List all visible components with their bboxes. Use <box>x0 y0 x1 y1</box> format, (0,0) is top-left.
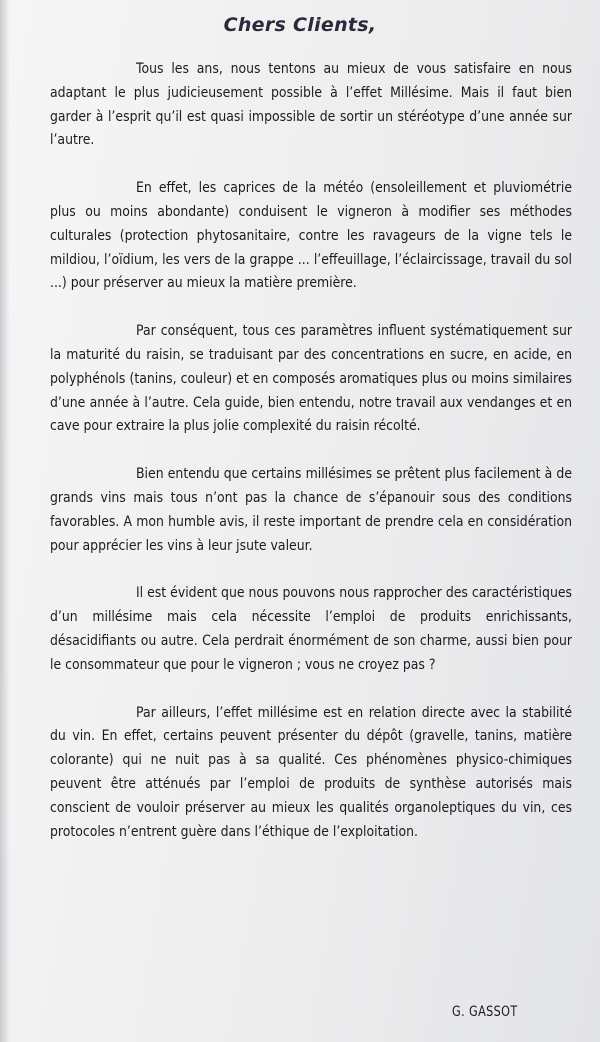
page-edge-shadow <box>0 0 10 1042</box>
paragraph-1: Tous les ans, nous tentons au mieux de vous satisfaire en nous adaptant le plus judicieusement possible à l’effet Millésime. Mais il faut bien garder à l’esprit qu’il est quasi impossible de sortir un stéréotype d’une année sur l’autre. <box>50 61 573 149</box>
paragraph-4: Bien entendu que certains millésimes se prêtent plus facilement à de grands vins mais tous n’ont pas la chance de s’épanouir sous des conditions favorables. A mon humble avis, il reste important de prendre cela en considération pour apprécier les vins à leur jsute valeur. <box>50 466 573 554</box>
paragraph-5: Il est évident que nous pouvons nous rapprocher des caractéristiques d’un millésime mais cela nécessite l’emploi de produits enrichissants, désacidifiants ou autre. Cela perdrait énormément de son charme, aussi bien pour le consommateur que pour le vigneron ; vous ne croyez pas ? <box>50 585 573 673</box>
paragraph-3: Par conséquent, tous ces paramètres influent systématiquement sur la maturité du raisin, se traduisant par des concentrations en sucre, en acide, en polyphénols (tanins, couleur) et en composés aromatiques plus ou moins similaires d’une année à l’autre. Cela guide, bien entendu, notre travail aux vendanges et en cave pour extraire la plus jolie complexité du raisin récolté. <box>50 323 573 435</box>
letter-body <box>50 58 572 868</box>
signature: G. GASSOT <box>452 1004 518 1020</box>
letter-title: Chers Clients, <box>223 14 377 36</box>
paragraph-2: En effet, les caprices de la météo (ensoleillement et pluviométrie plus ou moins abondante) conduisent le vigneron à modifier ses méthodes culturales (protection phytosanitaire, contre les ravageurs de la vigne tels le mildiou, l’oïdium, les vers de la grappe ... l’effeuillage, l’éclaircissage, travail du sol ...) pour préserver au mieux la matière première. <box>50 180 573 292</box>
paragraph-6: Par ailleurs, l’effet millésime est en relation directe avec la stabilité du vin. En effet, certains peuvent présenter du dépôt (gravelle, tanins, matière colorante) qui ne nuit pas à sa qualité. Ces phénomènes physico-chimiques peuvent être atténués par l’emploi de produits de synthèse autorisés mais conscient de vouloir préserver au mieux les qualités organoleptiques du vin, ces protocoles n’entrent guère dans l’éthique de l’exploitation. <box>50 704 573 840</box>
